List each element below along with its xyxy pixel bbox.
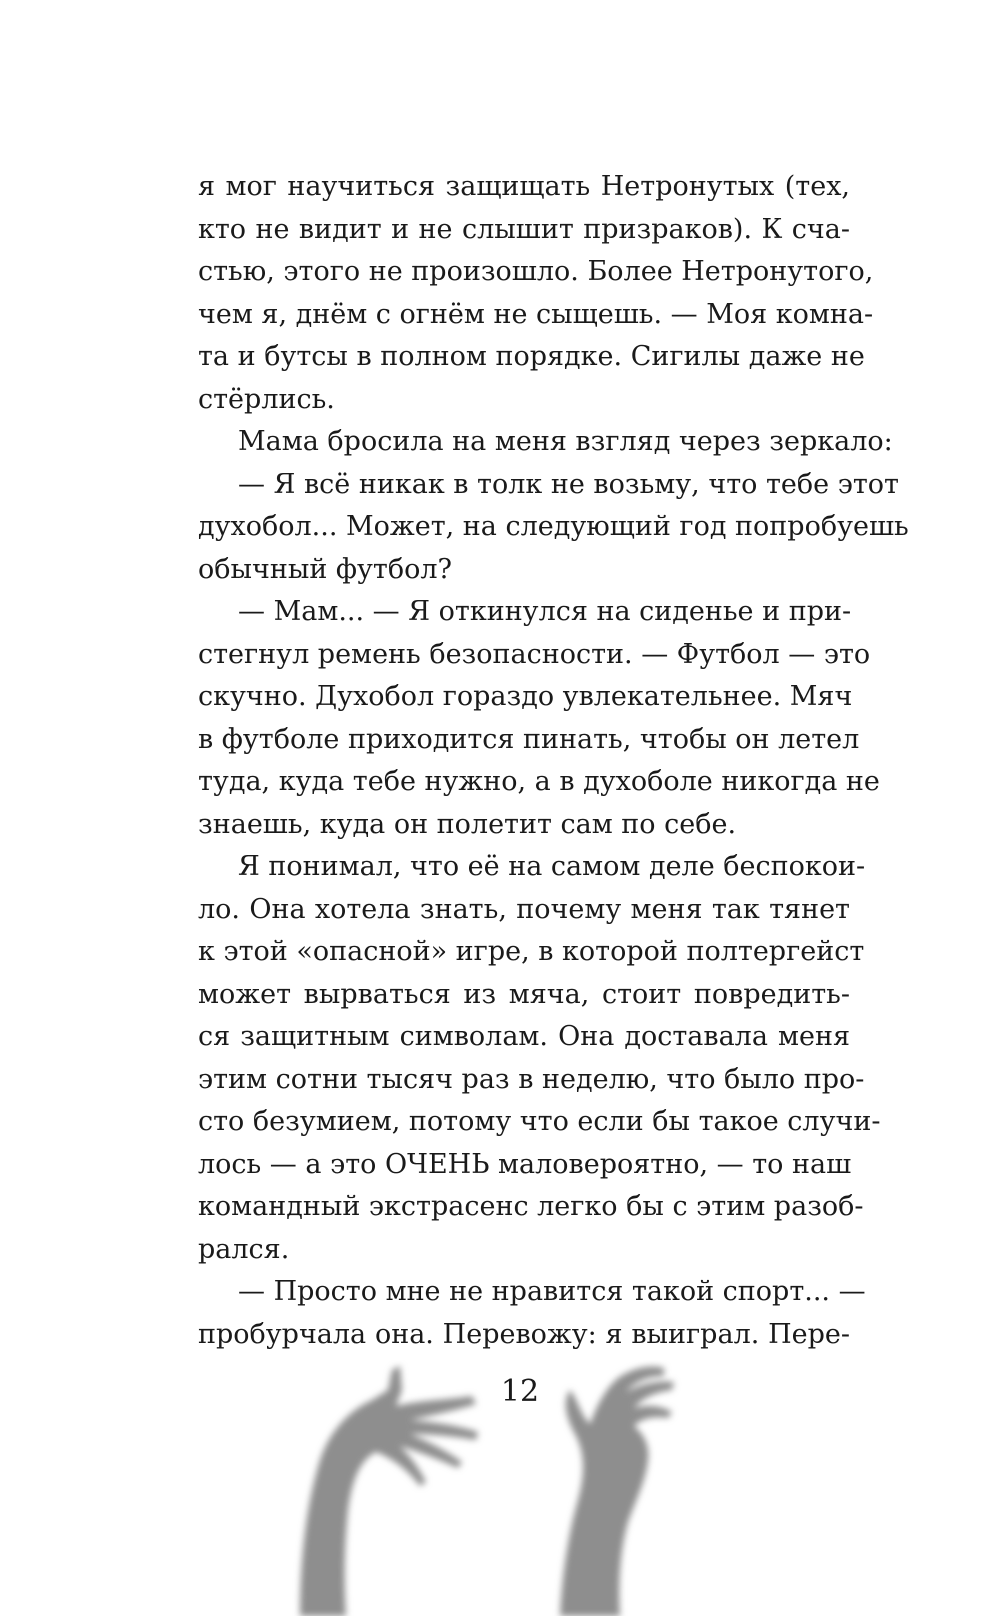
text-line: туда, куда тебе нужно, а в духоболе никогда не	[198, 766, 880, 797]
paragraph-start: Мама бросила на меня взгляд через зеркало:	[238, 426, 893, 457]
text-line: может вырваться из мяча, стоит повредить-	[198, 978, 850, 1010]
text-line: лось — а это ОЧЕНЬ маловероятно, — то наш	[198, 1148, 852, 1180]
text-line: стёрлись.	[198, 383, 335, 415]
paragraph-start: — Мам... — Я откинулся на сиденье и при-	[238, 596, 852, 627]
text-line: скучно. Духобол гораздо увлекательнее. Мяч	[198, 681, 853, 712]
text-line: к этой «опасной» игре, в которой полтергейст	[198, 936, 865, 967]
page-number: 12	[500, 1374, 540, 1409]
text-line: стегнул ремень безопасности. — Футбол — это	[198, 638, 871, 670]
left-hand-icon	[300, 1366, 478, 1616]
text-line: та и бутсы в полном порядке. Сигилы даже не	[198, 341, 865, 372]
text-line: знаешь, куда он полетит сам по себе.	[198, 808, 737, 840]
text-line: ся защитным символам. Она доставала меня	[198, 1021, 850, 1052]
text-line: в футболе приходится пинать, чтобы он летел	[198, 723, 860, 755]
text-line: этим сотни тысяч раз в неделю, что было про-	[198, 1063, 865, 1095]
right-hand-icon	[560, 1366, 674, 1616]
text-line: я мог научиться защищать Нетронутых (тех,	[198, 171, 850, 202]
text-line: сто безумием, потому что если бы такое случи-	[198, 1106, 881, 1137]
text-line: кто не видит и не слышит призраков). К сча-	[198, 213, 850, 245]
text-line: ло. Она хотела знать, почему меня так тянет	[198, 893, 850, 925]
text-line: пробурчала она. Перевожу: я выиграл. Пере-	[198, 1318, 850, 1350]
text-line: рался.	[198, 1233, 290, 1265]
paragraph-start: — Просто мне не нравится такой спорт... —	[238, 1276, 866, 1307]
text-line: обычный футбол?	[198, 553, 453, 585]
text-line: командный экстрасенс легко бы с этим разоб-	[198, 1191, 864, 1222]
text-line: духобол... Может, на следующий год попробуешь	[198, 511, 909, 542]
text-line: чем я, днём с огнём не сыщешь. — Моя комна-	[198, 298, 874, 330]
paragraph-start: — Я всё никак в толк не возьму, что тебе этот	[238, 468, 899, 500]
page-text	[198, 166, 909, 1356]
text-line: стью, этого не произошло. Более Нетронутого,	[198, 256, 874, 287]
paragraph-start: Я понимал, что её на самом деле беспокои-	[238, 851, 866, 882]
